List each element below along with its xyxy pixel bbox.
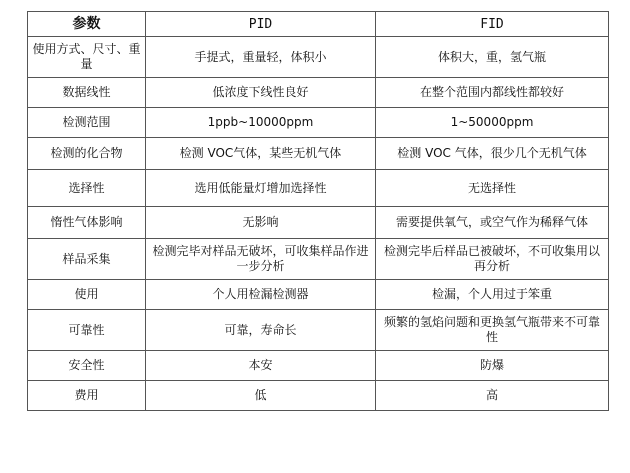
row-label: 检测的化合物 [28,138,146,170]
table-row [28,280,609,310]
row-label: 安全性 [28,351,146,381]
header-pid: PID [146,12,376,37]
pid-cell: 低浓度下线性良好 [146,78,376,108]
table-row [28,138,609,170]
fid-cell: 频繁的氢焰问题和更换氢气瓶带来不可靠性 [376,310,609,351]
pid-cell: 无影响 [146,207,376,239]
table-row [28,310,609,351]
fid-cell: 检漏，个人用过于笨重 [376,280,609,310]
fid-cell: 在整个范围内都线性都较好 [376,78,609,108]
pid-cell: 个人用检漏检测器 [146,280,376,310]
row-label: 惰性气体影响 [28,207,146,239]
table-header-row [28,12,609,37]
header-param: 参数 [28,12,146,37]
fid-cell: 1~50000ppm [376,108,609,138]
fid-cell: 防爆 [376,351,609,381]
table-row [28,351,609,381]
table-row [28,37,609,78]
pid-cell: 手提式，重量轻，体积小 [146,37,376,78]
fid-cell: 高 [376,381,609,411]
table-row [28,381,609,411]
pid-cell: 可靠，寿命长 [146,310,376,351]
fid-cell: 无选择性 [376,170,609,207]
fid-cell: 检测 VOC 气体，很少几个无机气体 [376,138,609,170]
row-label: 可靠性 [28,310,146,351]
fid-cell: 体积大，重，氢气瓶 [376,37,609,78]
fid-cell: 检测完毕后样品已被破坏，不可收集用以再分析 [376,239,609,280]
table-row [28,108,609,138]
pid-cell: 选用低能量灯增加选择性 [146,170,376,207]
row-label: 选择性 [28,170,146,207]
header-fid: FID [376,12,609,37]
row-label: 检测范围 [28,108,146,138]
table-row [28,239,609,280]
row-label: 使用 [28,280,146,310]
row-label: 数据线性 [28,78,146,108]
pid-cell: 1ppb~10000ppm [146,108,376,138]
row-label: 费用 [28,381,146,411]
table-row [28,207,609,239]
row-label: 使用方式、尺寸、重量 [28,37,146,78]
fid-cell: 需要提供氧气，或空气作为稀释气体 [376,207,609,239]
pid-cell: 本安 [146,351,376,381]
pid-cell: 低 [146,381,376,411]
pid-cell: 检测 VOC气体，某些无机气体 [146,138,376,170]
table-row [28,78,609,108]
comparison-table [27,11,609,411]
row-label: 样品采集 [28,239,146,280]
pid-cell: 检测完毕对样品无破坏，可收集样品作进一步分析 [146,239,376,280]
table-row [28,170,609,207]
